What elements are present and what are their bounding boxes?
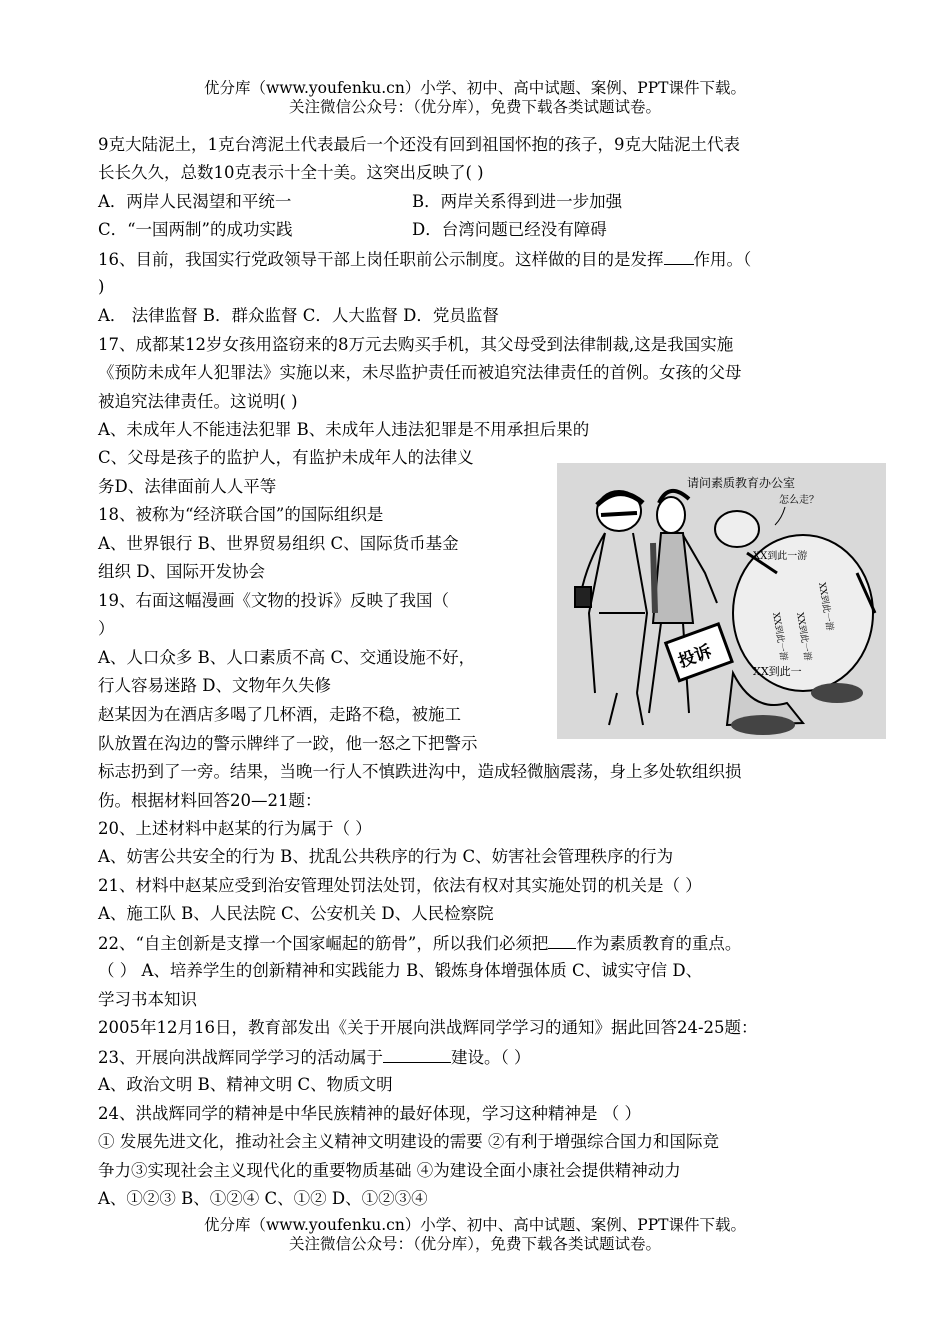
material-line-2: 队放置在沟边的警示牌绊了一跤，他一怒之下把警示	[98, 734, 478, 753]
q18-line-2: A、世界银行 B、世界贸易组织 C、国际货币基金	[98, 534, 459, 553]
q15-option-b: B．两岸关系得到进一步加强	[412, 192, 623, 211]
q21-options: A、施工队 B、人民法院 C、公安机关 D、人民检察院	[98, 904, 494, 923]
q17-line-3: 被追究法律责任。这说明( )	[98, 392, 298, 411]
q22-blank	[548, 932, 576, 949]
q16-line-2: )	[98, 277, 105, 296]
q22-stem-end: 作为素质教育的重点。	[576, 934, 742, 953]
q17-line-1: 17、成都某12岁女孩用盗窃来的8万元去购买手机，其父母受到法律制裁,这是我国实施	[98, 335, 734, 354]
q21-line-1: 21、材料中赵某应受到治安管理处罚法处罚，依法有权对其实施处罚的机关是（ ）	[98, 876, 702, 895]
cartoon-sign-line-2: 怎么走？	[779, 495, 819, 506]
q22-stem: 22、“自主创新是支撑一个国家崛起的筋骨”，所以我们必须把	[98, 934, 549, 953]
q24-options: A、①②③ B、①②④ C、①② D、①②③④	[98, 1189, 428, 1208]
material-line-3: 标志扔到了一旁。结果，当晚一行人不慎跌进沟中，造成轻微脑震荡，身上多处软组织损	[98, 762, 742, 781]
q15-option-c: C．“一国两制”的成功实践	[98, 220, 293, 239]
q24-line-3: 争力③实现社会主义现代化的重要物质基础 ④为建设全面小康社会提供精神动力	[98, 1161, 681, 1180]
q23-blank	[383, 1046, 451, 1063]
cartoon-label-side-2: XX到此一游	[794, 611, 813, 662]
cartoon-belt-text: XX到此一	[753, 665, 802, 678]
footer-line-2: 关注微信公众号：（优分库），免费下载各类试题试卷。	[288, 1235, 661, 1253]
q20-options: A、妨害公共安全的行为 B、扰乱公共秩序的行为 C、妨害社会管理秩序的行为	[98, 847, 674, 866]
q17-line-5: C、父母是孩子的监护人，有监护未成年人的法律义	[98, 448, 474, 467]
q23-options: A、政治文明 B、精神文明 C、物质文明	[98, 1075, 393, 1094]
speech-pointer	[775, 507, 785, 525]
footer-line-1: 优分库（www.youfenku.cn）小学、初中、高中试题、案例、PPT课件下载。	[203, 1216, 747, 1234]
q15-line-2: 长长久久，总数10克表示十全十美。这突出反映了( )	[98, 163, 484, 182]
q19-line-2: ）	[98, 619, 115, 638]
material-line-4: 伤。根据材料回答20—21题：	[98, 791, 322, 810]
q19-line-1: 19、右面这幅漫画《文物的投诉》反映了我国（	[98, 591, 449, 610]
q23-stem-end: 建设。（ ）	[451, 1048, 531, 1067]
page-header	[0, 79, 950, 117]
header-line-1: 优分库（www.youfenku.cn）小学、初中、高中试题、案例、PPT课件下载。	[203, 79, 747, 97]
q23-line-1	[98, 1046, 531, 1069]
q17-line-2: 《预防未成年人犯罪法》实施以来，未尽监护责任而被追究法律责任的首例。女孩的父母	[98, 363, 742, 382]
man-figure	[575, 491, 647, 725]
q16-stem: 16、目前，我国实行党政领导干部上岗任职前公示制度。这样做的目的是发挥	[98, 250, 664, 269]
q20-line-1: 20、上述材料中赵某的行为属于（ ）	[98, 819, 372, 838]
notice-line: 2005年12月16日，教育部发出《关于开展向洪战辉同学学习的通知》据此回答24-25题：	[98, 1018, 758, 1037]
q15-option-a: A．两岸人民渴望和平统一	[98, 192, 292, 211]
statue-figure	[666, 511, 875, 735]
q19-line-3: A、人口众多 B、人口素质不高 C、交通设施不好，	[98, 648, 476, 667]
q22-line-1	[98, 932, 741, 955]
cartoon-label-side-3: XX到此一游	[816, 581, 835, 632]
q18-line-3: 组织 D、国际开发协会	[98, 562, 265, 581]
q24-line-1: 24、洪战辉同学的精神是中华民族精神的最好体现，学习这种精神是 （ ）	[98, 1104, 641, 1123]
cartoon-drawing	[557, 463, 886, 739]
page-footer	[0, 1216, 950, 1254]
q17-line-4: A、未成年人不能违法犯罪 B、未成年人违法犯罪是不用承担后果的	[98, 420, 590, 439]
q22-options: （ ） A、培养学生的创新精神和实践能力 B、锻炼身体增强体质 C、诚实守信 D、	[98, 961, 703, 980]
q16-stem-end: 作用。（	[693, 250, 752, 269]
q16-line-1	[98, 248, 751, 271]
q24-line-2: ① 发展先进文化，推动社会主义精神文明建设的需要 ②有利于增强综合国力和国际竞	[98, 1132, 719, 1151]
material-line-1: 赵某因为在酒店多喝了几杯酒，走路不稳，被施工	[98, 705, 461, 724]
cartoon-bag-text: 投诉	[675, 641, 715, 673]
q18-line-1: 18、被称为“经济联合国”的国际组织是	[98, 505, 384, 524]
q15-option-d: D．台湾问题已经没有障碍	[412, 220, 607, 239]
cartoon-image	[557, 463, 886, 739]
q16-blank	[664, 248, 694, 265]
q19-line-4: 行人容易迷路 D、文物年久失修	[98, 676, 331, 695]
cartoon-label-main: XX到此一游	[753, 551, 808, 562]
cartoon-label-side-1: XX到此一游	[770, 611, 789, 662]
q23-stem: 23、开展向洪战辉同学学习的活动属于	[98, 1048, 383, 1067]
q22-line-3: 学习书本知识	[98, 990, 197, 1009]
header-line-2: 关注微信公众号：（优分库），免费下载各类试题试卷。	[288, 98, 661, 116]
q17-line-6: 务D、法律面前人人平等	[98, 477, 277, 496]
q16-options: A． 法律监督 B．群众监督 C．人大监督 D．党员监督	[98, 306, 499, 325]
q15-line-1: 9克大陆泥土，1克台湾泥土代表最后一个还没有回到祖国怀抱的孩子，9克大陆泥土代表	[98, 135, 740, 154]
cartoon-sign-line-1: 请问素质教育办公室	[687, 476, 796, 490]
